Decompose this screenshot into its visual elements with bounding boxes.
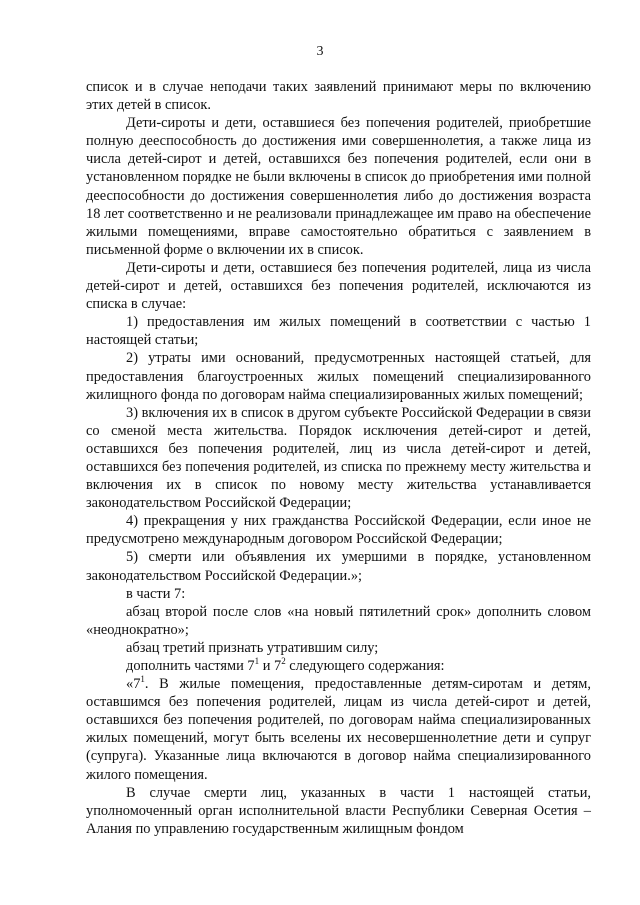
list-item-3: 3) включения их в список в другом субъекте Российской Федерации в связи со сменой места жительства. Порядок исключения детей-сирот и детей, оставшихся без попечения родителей, лиц из числа детей-сирот и детей, оставшихся без попечения родителей, из списка по прежнему месту жительства и включения их в список по новому месту жительства устанавливается законодательством Российской Федерации; <box>86 404 591 512</box>
add-parts-before: дополнить частями 7 <box>126 658 255 674</box>
list-item-4: 4) прекращения у них гражданства Российской Федерации, если иное не предусмотрено международным договором Российской Федерации; <box>86 513 591 548</box>
paragraph-closing: В случае смерти лиц, указанных в части 1 настоящей статьи, уполномоченный орган исполнительной власти Республики Северная Осетия – Алания по управлению государственным жилищным фондом <box>86 784 591 837</box>
add-parts-sup-1: 1 <box>254 656 260 666</box>
paragraph-part-7: в части 7: <box>126 585 186 602</box>
list-item-2: 2) утраты ими оснований, предусмотренных настоящей статьей, для предоставления благоустроенных жилых помещений специализированного жилищного фонда по договорам найма специализированных жилых помещений; <box>86 350 591 403</box>
list-item-5: 5) смерти или объявления их умершими в порядке, установленном законодательством Российской Федерации.»; <box>86 549 591 584</box>
part-7-1-text: . В жилые помещения, предоставленные детям-сиротам и детям, оставшимся без попечения родителей, лицам из числа детей-сирот и детей, оставшихся без попечения родителей, по договорам найма специализированных жилых помещений, могут быть вселены их несовершеннолетние дети и супруг (супруга). Указанные лица включаются в договор найма специализированного жилого помещения. <box>86 676 591 783</box>
document-body <box>86 78 591 838</box>
paragraph-add-parts <box>86 657 591 675</box>
add-parts-middle: и 7 <box>259 658 282 674</box>
paragraph-second-abzac: абзац второй после слов «на новый пятилетний срок» дополнить словом «неоднократно»; <box>86 603 591 638</box>
part-7-1-number: «7 <box>126 676 141 693</box>
add-parts-sup-2: 2 <box>281 656 286 666</box>
paragraph-exclusion-cases: Дети-сироты и дети, оставшиеся без попечения родителей, лица из числа детей-сирот и детей, оставшихся без попечения родителей, исключаются из списка в случае: <box>86 259 591 313</box>
list-item-1: 1) предоставления им жилых помещений в соответствии с частью 1 настоящей статьи; <box>86 314 591 349</box>
paragraph-right-to-apply: Дети-сироты и дети, оставшиеся без попечения родителей, приобретшие полную дееспособность до достижения ими совершеннолетия, а также лица из числа детей-сирот и детей, оставшихся без попечения родителей, если они в установленном порядке не были включены в список до приобретения ими полной дееспособности до достижения совершеннолетия либо до достижения возраста 18 лет соответственно и не реализовали принадлежащее им право на обеспечение жилыми помещениями, вправе самостоятельно обратиться с заявлением в письменной форме о включении их в список. <box>86 115 591 258</box>
paragraph-part-7-1 <box>86 675 591 784</box>
paragraph-third-abzac: абзац третий признать утратившим силу; <box>126 639 379 656</box>
paragraph-continuation: список и в случае неподачи таких заявлений принимают меры по включению этих детей в список. <box>86 79 591 114</box>
page-number: 3 <box>316 44 324 59</box>
add-parts-after: следующего содержания: <box>285 658 445 674</box>
part-7-1-sup: 1 <box>140 674 145 685</box>
